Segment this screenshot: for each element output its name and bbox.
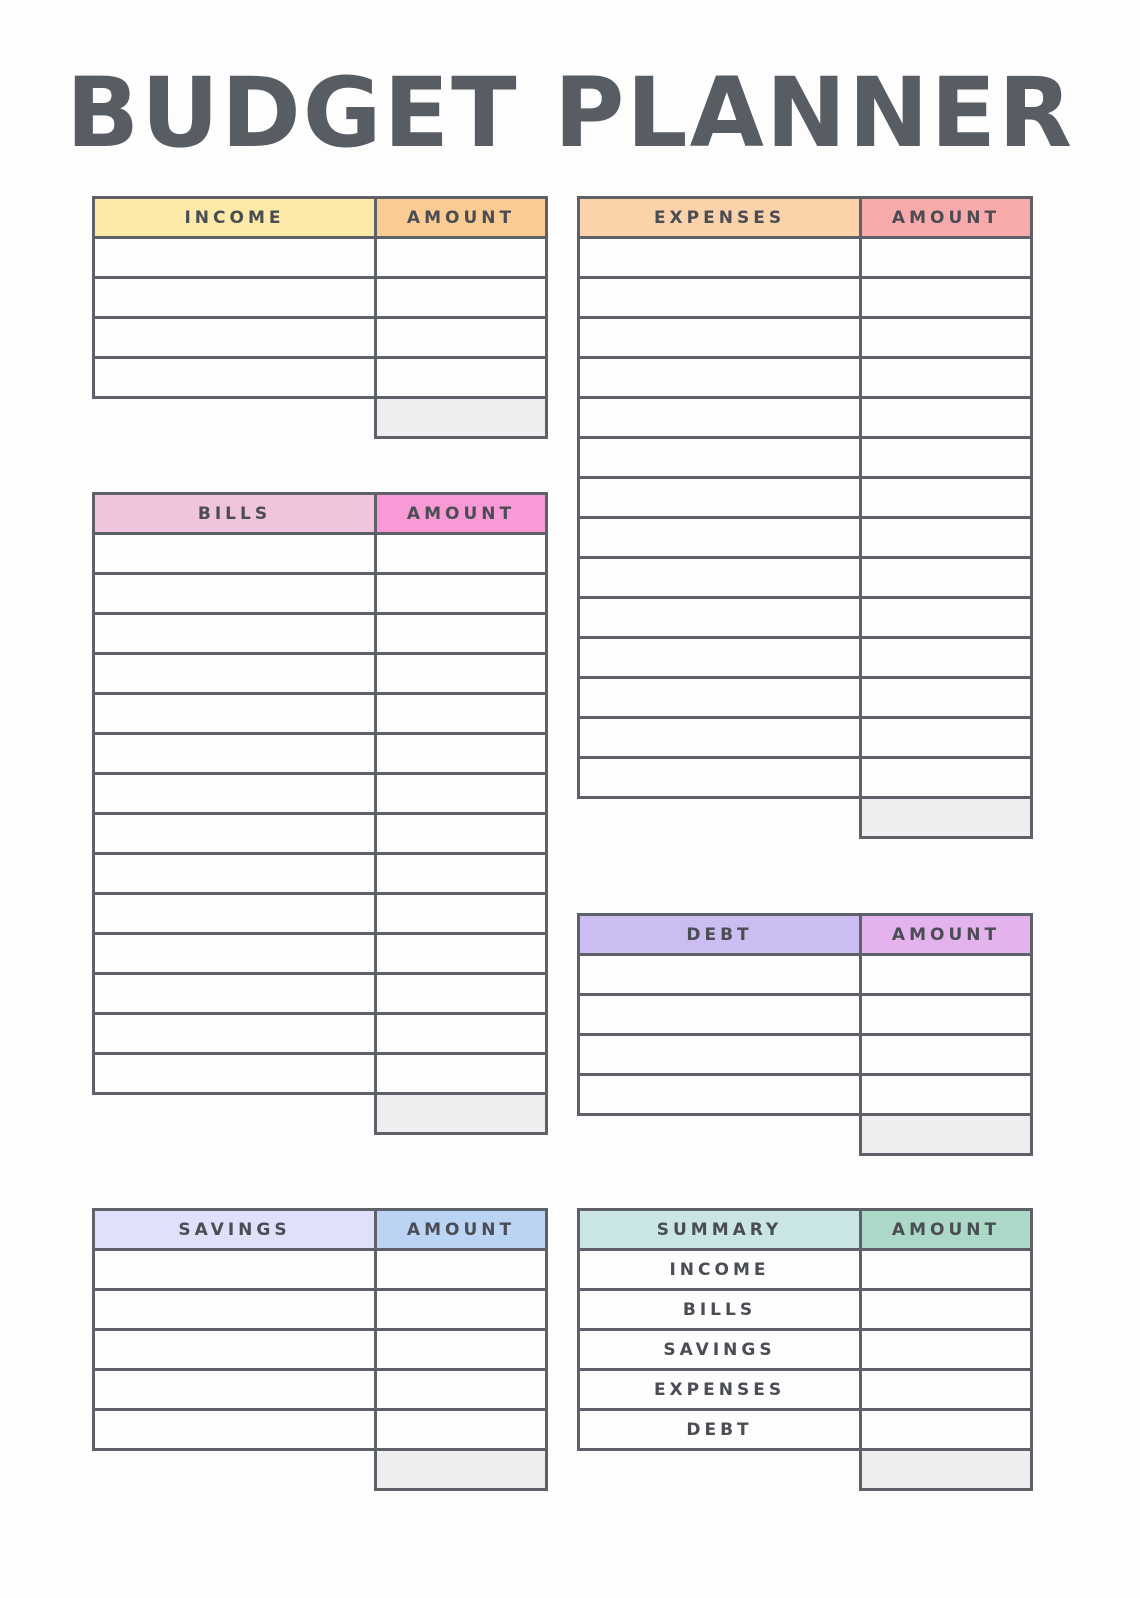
expenses-column-header: EXPENSES bbox=[579, 198, 861, 238]
expenses-item-cell[interactable] bbox=[579, 598, 861, 638]
bills-item-cell[interactable] bbox=[94, 1014, 376, 1054]
bills-item-cell[interactable] bbox=[94, 854, 376, 894]
debt-item-cell[interactable] bbox=[579, 1075, 861, 1115]
expenses-amount-cell[interactable] bbox=[861, 398, 1032, 438]
table-row bbox=[94, 614, 547, 654]
bills-table bbox=[92, 492, 548, 1135]
blank-spacer bbox=[579, 798, 861, 838]
bills-amount-cell[interactable] bbox=[376, 574, 547, 614]
expenses-table bbox=[577, 196, 1033, 839]
summary-header-row bbox=[579, 1210, 1032, 1250]
table-row bbox=[94, 734, 547, 774]
expenses-item-cell[interactable] bbox=[579, 478, 861, 518]
bills-amount-column-header: AMOUNT bbox=[376, 494, 547, 534]
table-row bbox=[94, 1014, 547, 1054]
table-row bbox=[579, 558, 1032, 598]
expenses-amount-cell[interactable] bbox=[861, 518, 1032, 558]
table-row bbox=[579, 238, 1032, 278]
table-row bbox=[94, 1410, 547, 1450]
income-amount-column-header: AMOUNT bbox=[376, 198, 547, 238]
table-row bbox=[94, 1250, 547, 1290]
expenses-total-cell[interactable] bbox=[861, 798, 1032, 838]
summary-amount-cell[interactable] bbox=[861, 1250, 1032, 1290]
expenses-header-row bbox=[579, 198, 1032, 238]
table-row bbox=[579, 995, 1032, 1035]
debt-item-cell[interactable] bbox=[579, 995, 861, 1035]
savings-total-cell[interactable] bbox=[376, 1450, 547, 1490]
expenses-item-cell[interactable] bbox=[579, 438, 861, 478]
bills-amount-cell[interactable] bbox=[376, 814, 547, 854]
bills-amount-cell[interactable] bbox=[376, 534, 547, 574]
bills-amount-cell[interactable] bbox=[376, 894, 547, 934]
expenses-amount-cell[interactable] bbox=[861, 358, 1032, 398]
summary-total-row bbox=[579, 1450, 1032, 1490]
bills-column-header: BILLS bbox=[94, 494, 376, 534]
expenses-amount-cell[interactable] bbox=[861, 598, 1032, 638]
table-row bbox=[579, 1370, 1032, 1410]
debt-amount-cell[interactable] bbox=[861, 1035, 1032, 1075]
income-total-cell[interactable] bbox=[376, 398, 547, 438]
summary-amount-cell[interactable] bbox=[861, 1370, 1032, 1410]
income-item-cell[interactable] bbox=[94, 318, 376, 358]
table-row bbox=[579, 1035, 1032, 1075]
table-row bbox=[579, 318, 1032, 358]
income-amount-cell[interactable] bbox=[376, 238, 547, 278]
bills-total-row bbox=[94, 1094, 547, 1134]
expenses-amount-cell[interactable] bbox=[861, 718, 1032, 758]
table-row bbox=[579, 398, 1032, 438]
income-item-cell[interactable] bbox=[94, 238, 376, 278]
bills-item-cell[interactable] bbox=[94, 654, 376, 694]
summary-item-cell: INCOME bbox=[579, 1250, 861, 1290]
bills-amount-cell[interactable] bbox=[376, 1054, 547, 1094]
bills-item-cell[interactable] bbox=[94, 534, 376, 574]
income-amount-cell[interactable] bbox=[376, 278, 547, 318]
expenses-amount-cell[interactable] bbox=[861, 278, 1032, 318]
table-row bbox=[579, 1410, 1032, 1450]
table-row bbox=[579, 598, 1032, 638]
table-row bbox=[94, 238, 547, 278]
table-row bbox=[94, 774, 547, 814]
table-row bbox=[579, 678, 1032, 718]
expenses-amount-column-header: AMOUNT bbox=[861, 198, 1032, 238]
expenses-amount-cell[interactable] bbox=[861, 638, 1032, 678]
bills-amount-cell[interactable] bbox=[376, 854, 547, 894]
table-row bbox=[579, 638, 1032, 678]
table-row bbox=[579, 758, 1032, 798]
savings-amount-column-header: AMOUNT bbox=[376, 1210, 547, 1250]
table-row bbox=[94, 278, 547, 318]
expenses-item-cell[interactable] bbox=[579, 558, 861, 598]
debt-item-cell[interactable] bbox=[579, 955, 861, 995]
bills-item-cell[interactable] bbox=[94, 774, 376, 814]
savings-amount-cell[interactable] bbox=[376, 1330, 547, 1370]
summary-amount-column-header: AMOUNT bbox=[861, 1210, 1032, 1250]
expenses-amount-cell[interactable] bbox=[861, 478, 1032, 518]
bills-item-cell[interactable] bbox=[94, 894, 376, 934]
bills-total-cell[interactable] bbox=[376, 1094, 547, 1134]
savings-amount-cell[interactable] bbox=[376, 1370, 547, 1410]
table-row bbox=[579, 955, 1032, 995]
expenses-item-cell[interactable] bbox=[579, 358, 861, 398]
bills-item-cell[interactable] bbox=[94, 734, 376, 774]
summary-total-cell[interactable] bbox=[861, 1450, 1032, 1490]
summary-item-cell: BILLS bbox=[579, 1290, 861, 1330]
debt-header-row bbox=[579, 915, 1032, 955]
bills-item-cell[interactable] bbox=[94, 614, 376, 654]
income-table bbox=[92, 196, 548, 439]
debt-total-row bbox=[579, 1115, 1032, 1155]
table-row bbox=[579, 358, 1032, 398]
expenses-item-cell[interactable] bbox=[579, 318, 861, 358]
bills-item-cell[interactable] bbox=[94, 934, 376, 974]
table-row bbox=[94, 934, 547, 974]
debt-total-cell[interactable] bbox=[861, 1115, 1032, 1155]
summary-table bbox=[577, 1208, 1033, 1491]
savings-item-cell[interactable] bbox=[94, 1370, 376, 1410]
debt-amount-cell[interactable] bbox=[861, 1075, 1032, 1115]
savings-item-cell[interactable] bbox=[94, 1330, 376, 1370]
expenses-amount-cell[interactable] bbox=[861, 678, 1032, 718]
table-row bbox=[579, 718, 1032, 758]
expenses-item-cell[interactable] bbox=[579, 678, 861, 718]
income-amount-cell[interactable] bbox=[376, 318, 547, 358]
savings-table bbox=[92, 1208, 548, 1491]
table-row bbox=[94, 854, 547, 894]
bills-amount-cell[interactable] bbox=[376, 654, 547, 694]
table-row bbox=[94, 318, 547, 358]
bills-amount-cell[interactable] bbox=[376, 1014, 547, 1054]
table-row bbox=[579, 438, 1032, 478]
savings-header-row bbox=[94, 1210, 547, 1250]
summary-item-cell: SAVINGS bbox=[579, 1330, 861, 1370]
blank-spacer bbox=[579, 1450, 861, 1490]
table-row bbox=[94, 694, 547, 734]
table-row bbox=[94, 974, 547, 1014]
summary-amount-cell[interactable] bbox=[861, 1330, 1032, 1370]
blank-spacer bbox=[94, 1450, 376, 1490]
table-row bbox=[579, 1250, 1032, 1290]
savings-item-cell[interactable] bbox=[94, 1290, 376, 1330]
expenses-item-cell[interactable] bbox=[579, 518, 861, 558]
table-row bbox=[94, 358, 547, 398]
table-row bbox=[94, 1330, 547, 1370]
summary-column-header: SUMMARY bbox=[579, 1210, 861, 1250]
expenses-amount-cell[interactable] bbox=[861, 558, 1032, 598]
expenses-item-cell[interactable] bbox=[579, 238, 861, 278]
expenses-item-cell[interactable] bbox=[579, 398, 861, 438]
income-header-row bbox=[94, 198, 547, 238]
expenses-amount-cell[interactable] bbox=[861, 318, 1032, 358]
expenses-amount-cell[interactable] bbox=[861, 758, 1032, 798]
table-row bbox=[94, 574, 547, 614]
debt-column-header: DEBT bbox=[579, 915, 861, 955]
bills-item-cell[interactable] bbox=[94, 694, 376, 734]
bills-header-row bbox=[94, 494, 547, 534]
expenses-amount-cell[interactable] bbox=[861, 238, 1032, 278]
expenses-item-cell[interactable] bbox=[579, 718, 861, 758]
savings-amount-cell[interactable] bbox=[376, 1290, 547, 1330]
table-row bbox=[94, 814, 547, 854]
income-total-row bbox=[94, 398, 547, 438]
expenses-total-row bbox=[579, 798, 1032, 838]
summary-item-cell: EXPENSES bbox=[579, 1370, 861, 1410]
table-row bbox=[94, 654, 547, 694]
table-row bbox=[579, 278, 1032, 318]
table-row bbox=[579, 1330, 1032, 1370]
expenses-item-cell[interactable] bbox=[579, 278, 861, 318]
table-row bbox=[94, 1054, 547, 1094]
income-item-cell[interactable] bbox=[94, 358, 376, 398]
blank-spacer bbox=[94, 398, 376, 438]
bills-amount-cell[interactable] bbox=[376, 694, 547, 734]
debt-table bbox=[577, 913, 1033, 1156]
blank-spacer bbox=[579, 1115, 861, 1155]
expenses-item-cell[interactable] bbox=[579, 638, 861, 678]
bills-amount-cell[interactable] bbox=[376, 614, 547, 654]
table-row bbox=[94, 1290, 547, 1330]
debt-amount-cell[interactable] bbox=[861, 955, 1032, 995]
expenses-amount-cell[interactable] bbox=[861, 438, 1032, 478]
savings-item-cell[interactable] bbox=[94, 1250, 376, 1290]
bills-amount-cell[interactable] bbox=[376, 934, 547, 974]
table-row bbox=[94, 1370, 547, 1410]
table-row bbox=[579, 1075, 1032, 1115]
table-row bbox=[94, 894, 547, 934]
summary-amount-cell[interactable] bbox=[861, 1410, 1032, 1450]
income-column-header: INCOME bbox=[94, 198, 376, 238]
debt-item-cell[interactable] bbox=[579, 1035, 861, 1075]
blank-spacer bbox=[94, 1094, 376, 1134]
savings-amount-cell[interactable] bbox=[376, 1410, 547, 1450]
table-row bbox=[579, 518, 1032, 558]
table-row bbox=[94, 534, 547, 574]
income-amount-cell[interactable] bbox=[376, 358, 547, 398]
income-item-cell[interactable] bbox=[94, 278, 376, 318]
bills-amount-cell[interactable] bbox=[376, 974, 547, 1014]
bills-amount-cell[interactable] bbox=[376, 774, 547, 814]
summary-item-cell: DEBT bbox=[579, 1410, 861, 1450]
expenses-item-cell[interactable] bbox=[579, 758, 861, 798]
bills-item-cell[interactable] bbox=[94, 814, 376, 854]
bills-item-cell[interactable] bbox=[94, 1054, 376, 1094]
table-row bbox=[579, 1290, 1032, 1330]
savings-item-cell[interactable] bbox=[94, 1410, 376, 1450]
bills-item-cell[interactable] bbox=[94, 974, 376, 1014]
debt-amount-cell[interactable] bbox=[861, 995, 1032, 1035]
summary-amount-cell[interactable] bbox=[861, 1290, 1032, 1330]
savings-column-header: SAVINGS bbox=[94, 1210, 376, 1250]
savings-amount-cell[interactable] bbox=[376, 1250, 547, 1290]
debt-amount-column-header: AMOUNT bbox=[861, 915, 1032, 955]
savings-total-row bbox=[94, 1450, 547, 1490]
page-title: BUDGET PLANNER bbox=[65, 57, 1075, 169]
bills-amount-cell[interactable] bbox=[376, 734, 547, 774]
bills-item-cell[interactable] bbox=[94, 574, 376, 614]
table-row bbox=[579, 478, 1032, 518]
